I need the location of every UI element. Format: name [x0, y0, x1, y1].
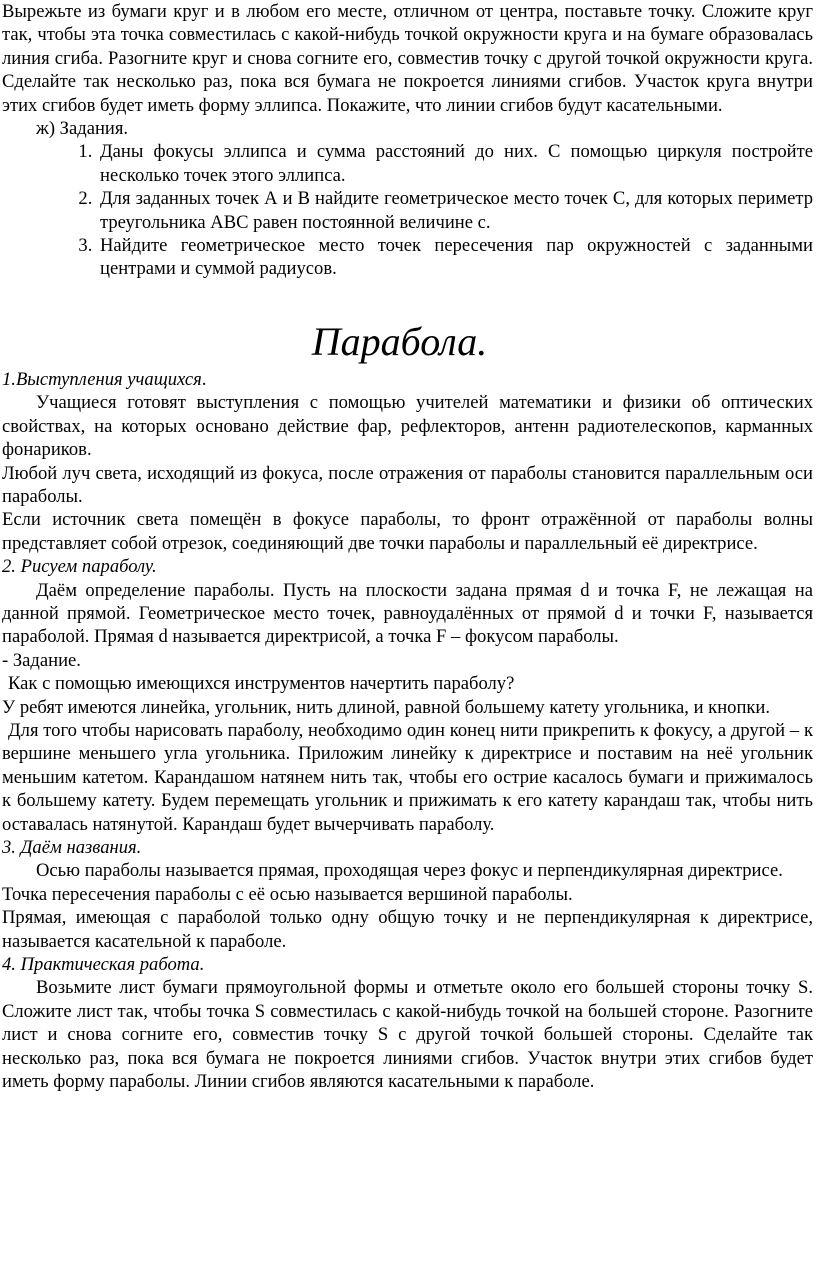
section-heading-1-period: .: [201, 368, 207, 390]
section3-paragraph: Осью параболы называется прямая, проходящая через фокус и перпендикулярная директрисе.: [36, 860, 783, 882]
section-heading-1-text: 1.Выступления учащихся: [2, 368, 202, 390]
section1-paragraph: Учащиеся готовят выступления с помощью учителей математики и физики об оптических свойствах, на которых основано действие фар, рефлекторов, антенн радиотелескопов, карманных фонариков.: [2, 392, 813, 461]
section-heading-4: 4. Практическая работа.: [2, 954, 205, 976]
section2-paragraph: Для того чтобы нарисовать параболу, необходимо один конец нити прикрепить к фокусу, а другой – к вершине меньшего угла угольника. Приложим линейку к директрисе и поставим на неё угольник меньшим катетом. Карандашом натянем нить так, чтобы его острие касалось бумаги и прижималось к большему катету. Будем перемещать угольник и прижимать к его катету карандаш так, чтобы нить оставалась натянутой. Карандаш будет вычерчивать параболу.: [2, 719, 813, 835]
tasks-subheading: ж) Задания.: [36, 118, 129, 140]
section2-paragraph: У ребят имеются линейка, угольник, нить длиной, равной большему катету угольника, и кнопки.: [2, 696, 771, 718]
tasks-list: [2, 140, 813, 280]
section-heading-1: [2, 368, 813, 391]
task-item: 3. Найдите геометрическое место точек пересечения пар окружностей с заданными центрами и суммой радиусов.: [97, 234, 813, 281]
section2-paragraph: Даём определение параболы. Пусть на плоскости задана прямая d и точка F, не лежащая на данной прямой. Геометрическое место точек, равноудалённых от прямой d и точки F, называется параболой. Прямая d называется директрисой, а точка F – фокусом параболы.: [2, 579, 813, 648]
section3-paragraph: Прямая, имеющая с параболой только одну общую точку и не перпендикулярная к директрисе, называется касательной к параболе.: [2, 907, 813, 952]
task-item: 1. Даны фокусы эллипса и сумма расстояний до них. С помощью циркуля постройте несколько точек этого эллипса.: [97, 140, 813, 187]
section-heading-3: 3. Даём названия.: [2, 837, 142, 858]
section1-paragraph: Если источник света помещён в фокусе параболы, то фронт отражённой от параболы волны представляет собой отрезок, соединяющий две точки параболы и параллельный её директрисе.: [2, 509, 813, 554]
intro-paragraph: Вырежьте из бумаги круг и в любом его месте, отличном от центра, поставьте точку. Сложите круг так, чтобы эта точка совместилась с какой-нибудь точкой окружности круга и на бумаге образовалась линия сгиба. Разогните круг и снова согните его, совместив точку с другой точкой окружности круга. Сделайте так несколько раз, пока вся бумага не покроется линиями сгибов. Участок круга внутри этих сгибов будет иметь форму эллипса. Покажите, что линии сгибов будут касательными.: [2, 1, 813, 116]
section-title: Парабола.: [311, 318, 488, 364]
section4-paragraph: Возьмите лист бумаги прямоугольной формы и отметьте около его большей стороны точку S. Сложите лист так, чтобы точка S совместилась с какой-нибудь точкой на большей стороне. Разогните лист и снова согните его, совместив точку S с другой точкой большей стороны. Сделайте так несколько раз, пока вся бумага не покроется линиями сгибов. Участок внутри этих сгибов будет иметь форму параболы. Линии сгибов являются касательными к параболе.: [2, 977, 813, 1093]
section2-task-label: - Задание.: [2, 649, 81, 671]
task-item: 2. Для заданных точек А и В найдите геометрическое место точек С, для которых периметр треугольника АВС равен постоянной величине с.: [97, 187, 813, 234]
section3-paragraph: Точка пересечения параболы с её осью называется вершиной параболы.: [2, 883, 573, 905]
section2-question: Как с помощью имеющихся инструментов начертить параболу?: [8, 673, 515, 695]
section-heading-2: 2. Рисуем параболу.: [2, 556, 157, 578]
section1-paragraph: Любой луч света, исходящий из фокуса, после отражения от параболы становится параллельным оси параболы.: [2, 462, 813, 507]
